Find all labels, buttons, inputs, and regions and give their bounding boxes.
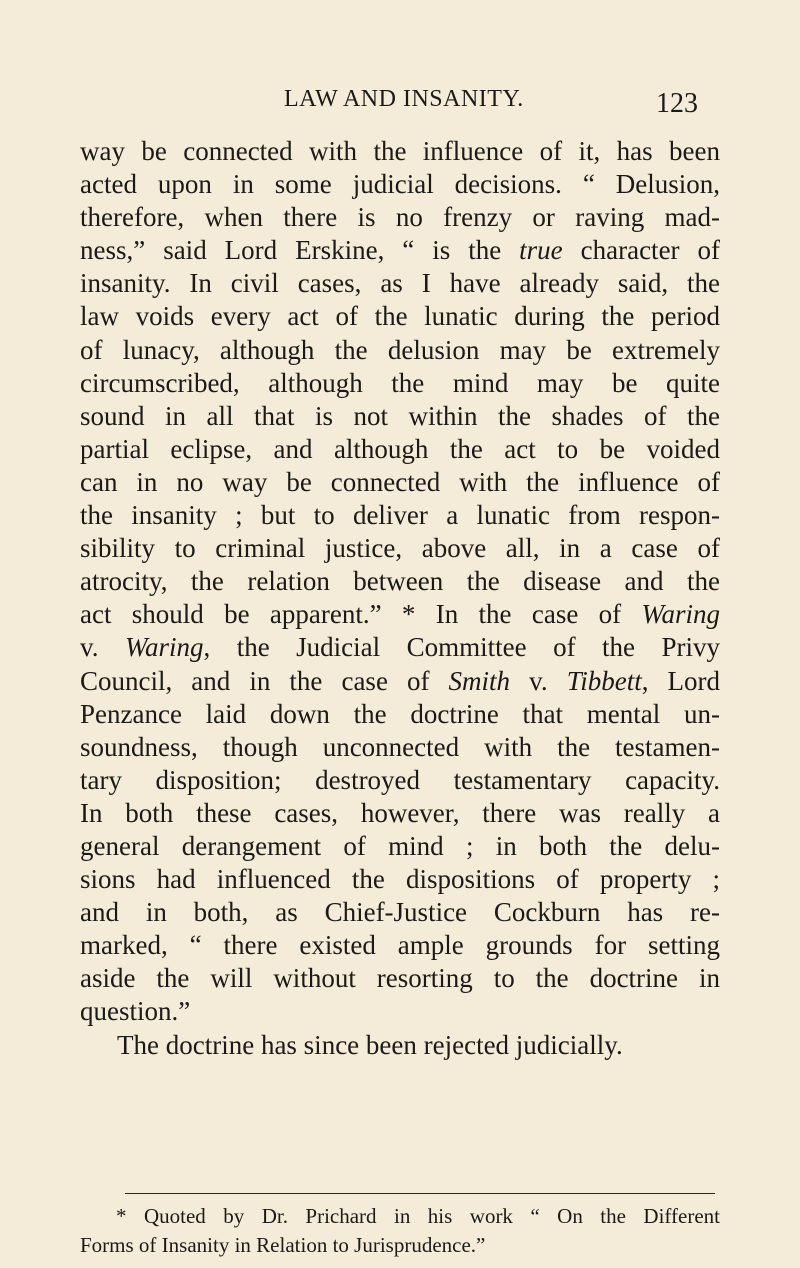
text-line: Penzance laid down the doctrine that mental un- xyxy=(80,698,720,729)
text-line: and in both, as Chief-Justice Cockburn has re- xyxy=(80,897,720,928)
text-line: The doctrine has since been rejected judicially. xyxy=(117,1029,623,1060)
text-line: aside the will without resorting to the doctrine in xyxy=(80,963,720,994)
footnote xyxy=(80,1202,720,1260)
text-line: sions had influenced the dispositions of property ; xyxy=(80,864,720,895)
running-head: LAW AND INSANITY. xyxy=(284,86,524,112)
text-line: tary disposition; destroyed testamentary capacity. xyxy=(80,764,720,795)
text-line: atrocity, the relation between the disease and the xyxy=(80,566,720,597)
text-line: Council, and in the case of Smith v. Tibbett, Lord xyxy=(80,665,720,696)
body-text xyxy=(80,135,720,1062)
text-line: act should be apparent.” * In the case of Waring xyxy=(80,599,720,630)
text-line: In both these cases, however, there was really a xyxy=(80,797,720,828)
text-line: insanity. In civil cases, as I have already said, the xyxy=(80,268,720,299)
text-line: soundness, though unconnected with the testamen- xyxy=(80,731,720,762)
text-line: v. Waring, the Judicial Committee of the Privy xyxy=(80,632,720,663)
text-line: of lunacy, although the delusion may be extremely xyxy=(80,334,720,365)
text-line: therefore, when there is no frenzy or raving mad- xyxy=(80,202,720,233)
footnote-line: Forms of Insanity in Relation to Jurisprudence.” xyxy=(80,1233,486,1257)
page-number: 123 xyxy=(656,88,698,119)
footnote-rule xyxy=(125,1193,715,1194)
text-line: ness,” said Lord Erskine, “ is the true character of xyxy=(80,235,720,266)
text-line: question.” xyxy=(80,996,191,1027)
footnote-line: * Quoted by Dr. Prichard in his work “ On the Different xyxy=(116,1204,720,1228)
text-line: acted upon in some judicial decisions. “ Delusion, xyxy=(80,169,720,200)
text-line: marked, “ there existed ample grounds for setting xyxy=(80,930,720,961)
text-line: way be connected with the influence of it, has been xyxy=(80,136,720,166)
text-line: circumscribed, although the mind may be quite xyxy=(80,367,720,398)
text-line: can in no way be connected with the influence of xyxy=(80,466,720,497)
text-line: sibility to criminal justice, above all, in a case of xyxy=(80,533,720,564)
text-line: the insanity ; but to deliver a lunatic from respon- xyxy=(80,500,720,531)
text-line: partial eclipse, and although the act to be voided xyxy=(80,433,720,464)
text-line: general derangement of mind ; in both the delu- xyxy=(80,830,720,861)
text-line: sound in all that is not within the shades of the xyxy=(80,400,720,431)
text-line: law voids every act of the lunatic during the period xyxy=(80,301,720,332)
